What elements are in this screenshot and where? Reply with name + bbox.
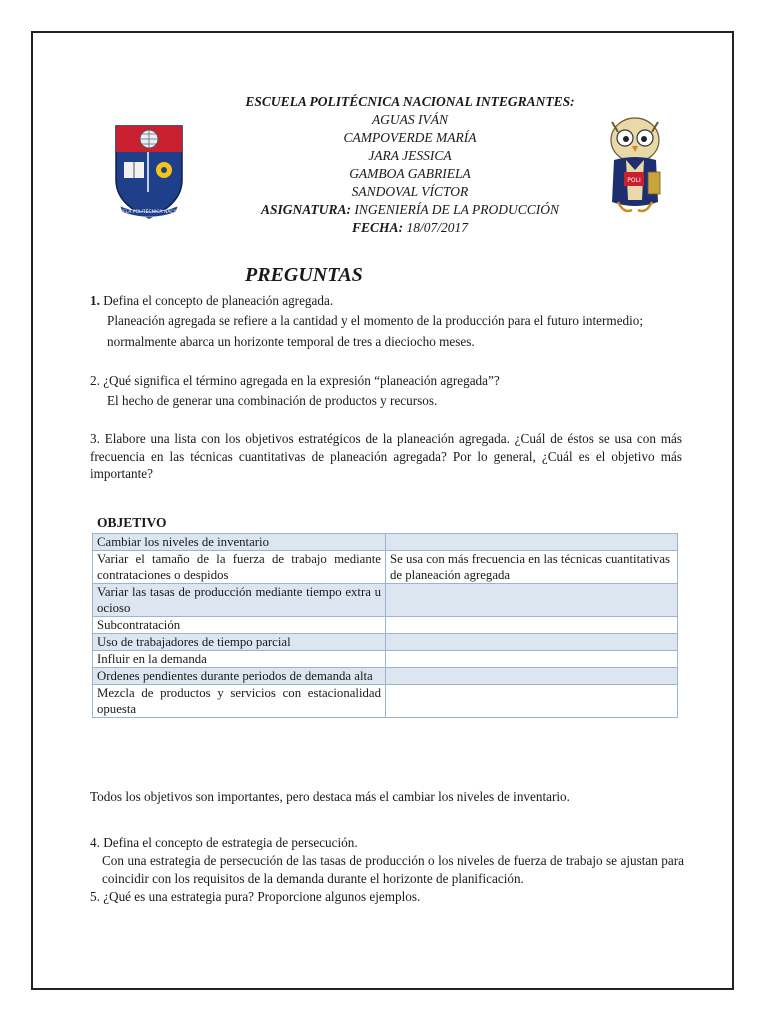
question-5: 5. ¿Qué es una estrategia pura? Proporcione algunos ejemplos. — [90, 889, 421, 904]
note-cell: Se usa con más frecuencia en las técnicas cuantitativas de planeación agregada — [386, 551, 678, 584]
school-name: ESCUELA POLITÉCNICA NACIONAL INTEGRANTES: — [245, 94, 575, 109]
table-header: OBJETIVO — [97, 515, 167, 530]
date-line — [200, 219, 620, 237]
question-3: 3. Elabore una lista con los objetivos estratégicos de la planeación agregada. ¿Cuál de éstos se usa con más frecuencia en las técnicas cuantitativas de planeación agregada? Por lo general, ¿Cuál es el objetivo más importante? — [90, 431, 682, 481]
objective-cell: Subcontratación — [93, 617, 386, 634]
svg-text:ESCUELA POLITÉCNICA NACIONAL: ESCUELA POLITÉCNICA NACIONAL — [110, 210, 188, 215]
note-cell — [386, 534, 678, 551]
table-row — [93, 551, 678, 584]
note-cell — [386, 685, 678, 718]
objective-cell: Uso de trabajadores de tiempo parcial — [93, 634, 386, 651]
note-cell — [386, 634, 678, 651]
table-row — [93, 617, 678, 634]
table-row — [93, 668, 678, 685]
objective-cell: Variar las tasas de producción mediante tiempo extra u ocioso — [93, 584, 386, 617]
school-shield-logo — [110, 122, 188, 222]
document-header — [200, 93, 620, 237]
svg-text:POLI: POLI — [627, 177, 641, 184]
table-row — [93, 685, 678, 718]
table-row — [93, 534, 678, 551]
date-value: 18/07/2017 — [406, 220, 468, 235]
subject-label: ASIGNATURA: — [260, 202, 352, 217]
member-name: SANDOVAL VÍCTOR — [351, 184, 469, 199]
note-cell — [386, 617, 678, 634]
question-4: 4. Defina el concepto de estrategia de persecución. — [90, 835, 358, 850]
member-name: JARA JESSICA — [368, 148, 452, 163]
subject-line — [200, 201, 620, 219]
answer-1: Planeación agregada se refiere a la cantidad y el momento de la producción para el futuro intermedio; normalmente abarca un horizonte temporal de tres a dieciocho meses. — [107, 313, 644, 349]
objective-cell: Mezcla de productos y servicios con estacionalidad opuesta — [93, 685, 386, 718]
objective-cell: Cambiar los niveles de inventario — [93, 534, 386, 551]
table-row — [93, 651, 678, 668]
member-name: AGUAS IVÁN — [371, 112, 449, 127]
note-cell — [386, 651, 678, 668]
note-cell — [386, 668, 678, 685]
member-name: GAMBOA GABRIELA — [349, 166, 471, 181]
question-text: Defina el concepto de planeación agregada. — [103, 293, 334, 308]
note-cell — [386, 584, 678, 617]
conclusion-text: Todos los objetivos son importantes, pero destaca más el cambiar los niveles de inventario. — [90, 789, 570, 804]
subject-value: INGENIERÍA DE LA PRODUCCIÓN — [354, 202, 560, 217]
section-title: PREGUNTAS — [245, 264, 363, 286]
member-name: CAMPOVERDE MARÍA — [343, 130, 477, 145]
objective-cell: Ordenes pendientes durante periodos de demanda alta — [93, 668, 386, 685]
objective-cell: Influir en la demanda — [93, 651, 386, 668]
objective-cell: Variar el tamaño de la fuerza de trabajo mediante contrataciones o despidos — [93, 551, 386, 584]
objectives-table — [92, 533, 678, 718]
answer-4: Con una estrategia de persecución de las tasas de producción o los niveles de fuerza de trabajo se ajustan para coincidir con los requisitos de la demanda durante el horizonte de planificación. — [102, 853, 684, 886]
question-2: 2. ¿Qué significa el término agregada en la expresión “planeación agregada”? — [90, 373, 500, 388]
question-number: 1. — [90, 293, 100, 308]
answer-2: El hecho de generar una combinación de productos y recursos. — [107, 393, 438, 408]
table-row — [93, 634, 678, 651]
question-1 — [90, 291, 690, 311]
table-row — [93, 584, 678, 617]
date-label: FECHA: — [352, 220, 404, 235]
